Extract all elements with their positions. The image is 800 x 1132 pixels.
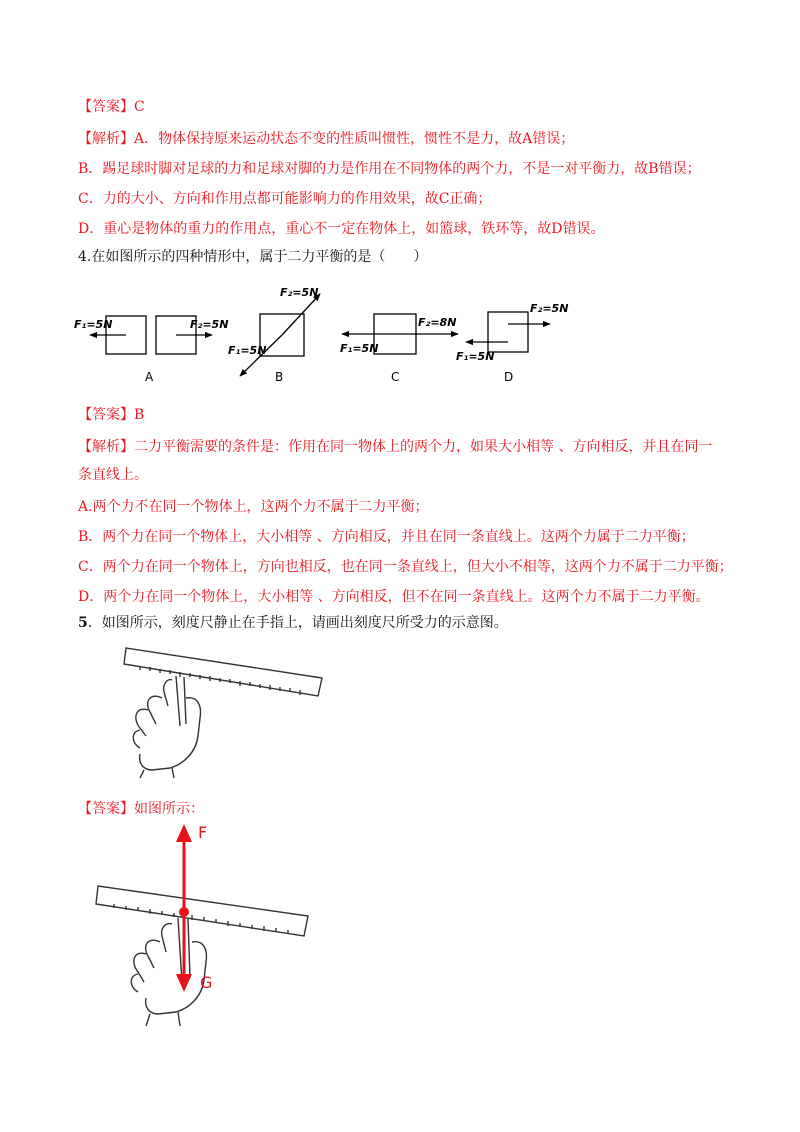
figure-b-f1: F₁=5N	[228, 344, 267, 357]
q4-analysis-d: D．两个力在同一个物体上，大小相等 、方向相反，但不在同一条直线上。这两个力不属于二力平衡。	[78, 589, 710, 605]
q4-analysis-a: A.两个力不在同一个物体上，这两个力不属于二力平衡；	[78, 499, 429, 515]
q4-question: 4.在如图所示的四种情形中，属于二力平衡的是（ ）	[78, 249, 428, 265]
q3-answer-tag: 【答案】	[78, 99, 134, 115]
q5-answer-line	[78, 798, 204, 820]
q4-analysis-b: B．两个力在同一个物体上，大小相等 、方向相反，并且在同一条直线上。这两个力属于二力平衡；	[78, 529, 695, 545]
q5-answer-text: 如图所示：	[134, 801, 204, 817]
q5-answer-tag: 【答案】	[78, 801, 134, 817]
figure-a-f1: F₁=5N	[74, 318, 113, 331]
figure-c-f2: F₂=8N	[418, 316, 457, 329]
q4-analysis-c: C．两个力在同一个物体上，方向也相反，也在同一条直线上，但大小不相等，这两个力不属于二力平衡；	[78, 559, 733, 575]
figure-a-label: A	[145, 370, 154, 384]
q3-analysis-tag: 【解析】	[78, 131, 134, 147]
figure-a	[74, 316, 228, 384]
q3-analysis-a: A．物体保持原来运动状态不变的性质叫惯性，惯性不是力，故A错误；	[134, 131, 575, 147]
q3-answer-value: C	[134, 99, 145, 115]
q4-force-figure	[70, 280, 570, 390]
q4-analysis-first: 二力平衡需要的条件是：作用在同一物体上的两个力，如果大小相等 、方向相反，并且在同一	[134, 439, 713, 455]
q4-analysis-line-1	[78, 436, 712, 458]
figure-d-f1: F₁=5N	[456, 350, 495, 363]
q3-analysis-line-a	[78, 128, 574, 150]
q3-analysis-b: B．踢足球时脚对足球的力和足球对脚的力是作用在不同物体的两个力，不是一对平衡力，故B错误；	[78, 161, 701, 177]
figure-d	[456, 302, 568, 384]
figure-c	[340, 314, 458, 384]
force-f-label: F	[198, 823, 208, 842]
figure-b	[228, 286, 320, 384]
figure-a-f2: F₂=5N	[190, 318, 229, 331]
figure-b-f2: F₂=5N	[280, 286, 319, 299]
q4-answer-value: B	[134, 407, 145, 423]
q4-analysis-cont: 条直线上。	[78, 467, 148, 483]
q4-answer-line	[78, 404, 144, 426]
figure-b-label: B	[275, 370, 284, 384]
q5-question-line	[78, 612, 508, 634]
q5-question: ．如图所示，刻度尺静止在手指上，请画出刻度尺所受力的示意图。	[87, 615, 508, 631]
q3-analysis-c: C．力的大小、方向和作用点都可能影响力的作用效果，故C正确；	[78, 191, 492, 207]
ruler-hand-illustration	[110, 640, 330, 780]
q4-analysis-tag: 【解析】	[78, 439, 134, 455]
force-g-label: G	[200, 973, 213, 992]
q3-analysis-d: D．重心是物体的重力的作用点，重心不一定在物体上，如篮球，铁环等，故D错误。	[78, 221, 605, 237]
q4-answer-tag: 【答案】	[78, 407, 134, 423]
figure-c-f1: F₁=5N	[340, 342, 379, 355]
figure-c-label: C	[391, 370, 400, 384]
q3-answer-line	[78, 96, 145, 118]
figure-d-f2: F₂=5N	[530, 302, 569, 315]
force-diagram	[92, 822, 332, 1032]
q5-number: 5	[78, 615, 88, 631]
figure-d-label: D	[504, 370, 514, 384]
